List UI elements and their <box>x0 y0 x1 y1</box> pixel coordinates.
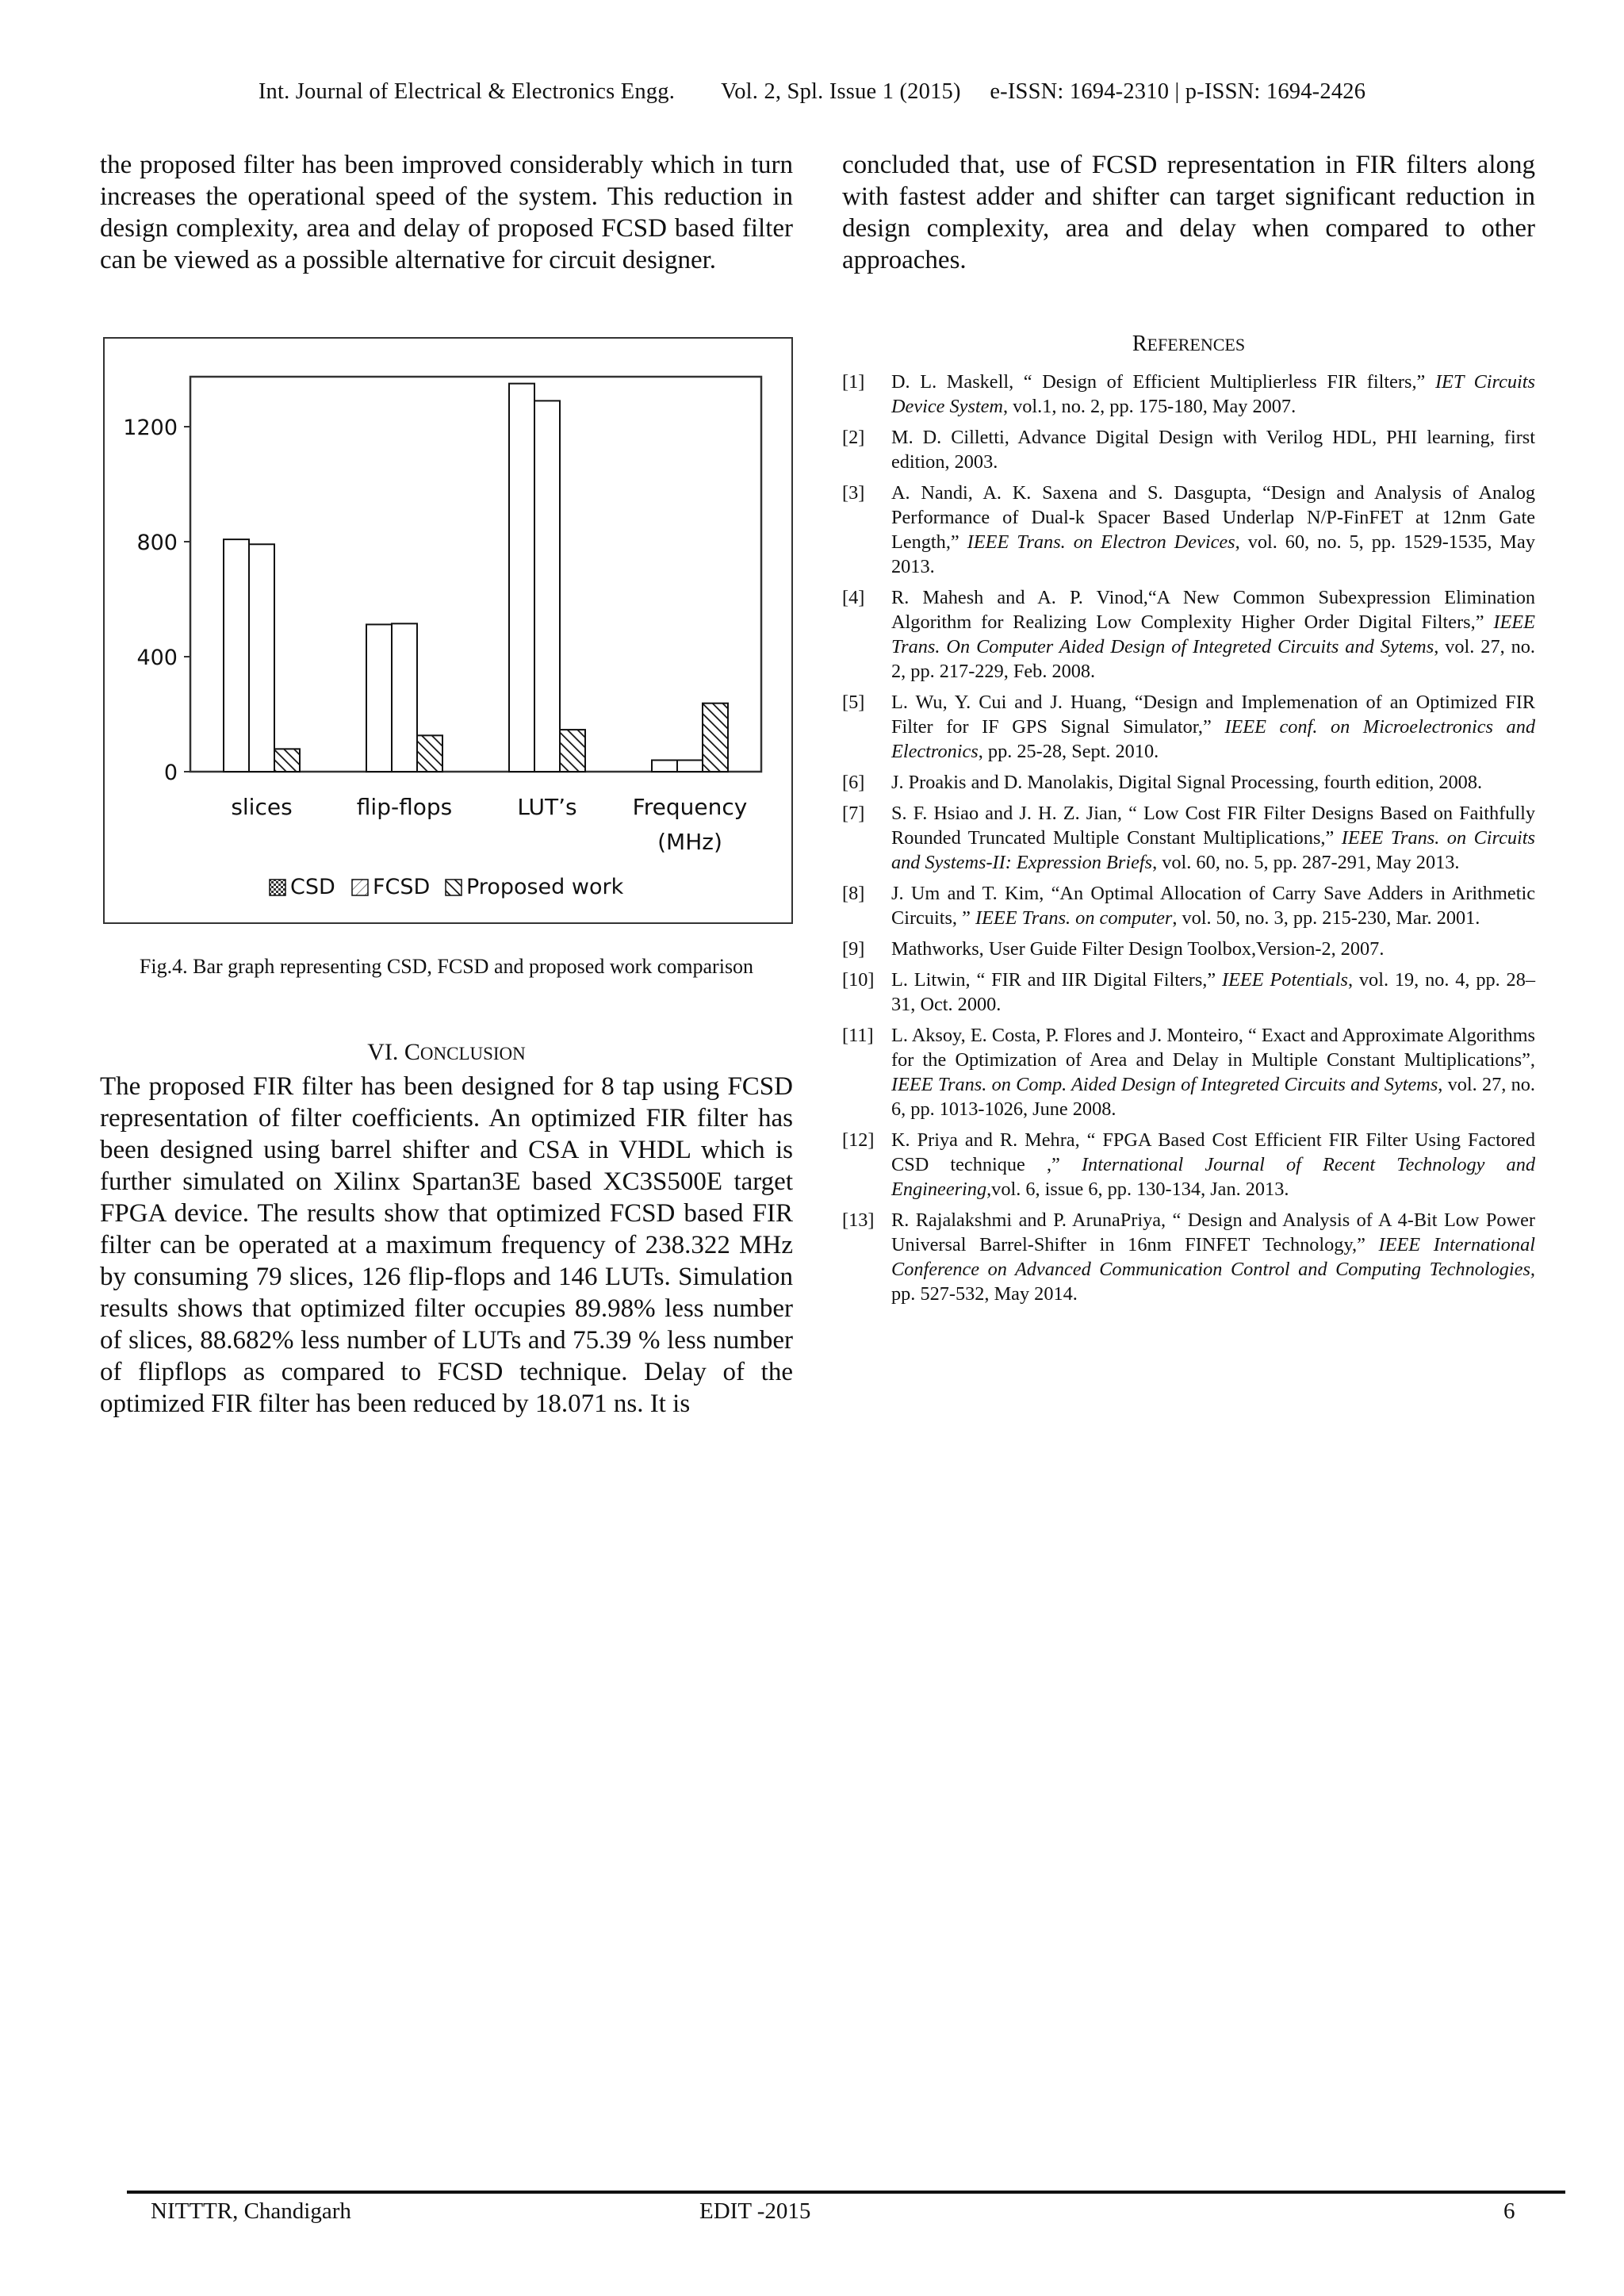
reference-details: , vol.1, no. 2, pp. 175-180, May 2007. <box>1002 396 1297 417</box>
reference-details: , vol. 27, no. 6, pp. 1013-1026, June 2008. <box>891 1074 1535 1120</box>
reference-details: , vol. 60, no. 5, pp. 287-291, May 2013. <box>1152 852 1460 873</box>
reference-item <box>842 690 1535 764</box>
y-tick-label: 400 <box>136 646 178 670</box>
reference-item <box>842 1128 1535 1202</box>
x-category-label <box>231 794 292 820</box>
legend-label: FCSD <box>373 875 431 899</box>
plot-area-frame <box>190 377 761 772</box>
reference-details: , vol. 27, no. 2, pp. 217-229, Feb. 2008. <box>891 636 1535 682</box>
left-top-paragraph: the proposed filter has been improved considerably which in turn increases the operational speed of the system. This reduction in design complexity, area and delay of proposed FCSD based filter can be viewed as a possible alternative for circuit designer. <box>100 151 793 274</box>
conclusion-body <box>100 1071 793 1420</box>
x-category-label-line: slices <box>231 794 293 820</box>
reference-text: L. Litwin, “ FIR and IIR Digital Filters,” <box>891 969 1222 991</box>
reference-details: , vol. 50, no. 3, pp. 215-230, Mar. 2001. <box>1172 907 1480 929</box>
references-title-rest: EFERENCES <box>1147 335 1246 355</box>
chart-marks <box>123 384 761 899</box>
x-category-label-line: Frequency <box>632 794 748 820</box>
reference-text: R. Rajalakshmi and P. ArunaPriya, “ Design and Analysis of A 4-Bit Low Power Universal Barrel-Shifter in 16nm FINFET Technology,” <box>891 1209 1535 1255</box>
legend-swatch-fcsd <box>352 880 368 895</box>
reference-text: D. L. Maskell, “ Design of Efficient Multiplierless FIR filters,” <box>891 371 1435 393</box>
issn-info: e-ISSN: 1694-2310 | p-ISSN: 1694-2426 <box>990 79 1366 104</box>
left-column-top <box>100 149 793 276</box>
reference-item <box>842 881 1535 930</box>
reference-source: IEEE International Conference on Advanced Communication Control and Computing Technologies, <box>891 1234 1535 1280</box>
bar-chart-figure <box>103 337 793 924</box>
references-title-initial: R <box>1132 332 1147 356</box>
reference-item <box>842 585 1535 684</box>
reference-text: Mathworks, User Guide Filter Design Toolbox,Version-2, 2007. <box>891 938 1385 960</box>
bar-csd-0 <box>224 539 249 772</box>
reference-item <box>842 770 1535 795</box>
reference-details: , vol. 19, no. 4, pp. 28–31, Oct. 2000. <box>891 969 1535 1015</box>
bar-csd-3 <box>652 761 677 772</box>
bar-csd-2 <box>509 384 534 772</box>
reference-text: K. Priya and R. Mehra, “ FPGA Based Cost Efficient FIR Filter Using Factored CSD technique ,” <box>891 1129 1535 1175</box>
bar-proposed-work-3 <box>703 703 728 772</box>
reference-number: [11] <box>842 1025 874 1046</box>
reference-number: [2] <box>842 427 865 448</box>
reference-number: [9] <box>842 938 865 960</box>
reference-details: ,vol. 6, issue 6, pp. 130-134, Jan. 2013. <box>986 1179 1289 1200</box>
reference-item <box>842 937 1535 961</box>
reference-number: [8] <box>842 883 865 904</box>
footer-event: EDIT -2015 <box>699 2198 811 2224</box>
reference-number: [4] <box>842 587 865 608</box>
reference-details: , pp. 25-28, Sept. 2010. <box>978 741 1159 762</box>
reference-item <box>842 1023 1535 1121</box>
legend-swatch-csd <box>270 880 285 895</box>
page-number: 6 <box>1503 2198 1515 2224</box>
reference-source: IEEE Trans. on Comp. Aided Design of Integreted Circuits and Sytems <box>891 1074 1438 1095</box>
reference-source: International Journal of Recent Technology and Engineering <box>891 1154 1535 1200</box>
reference-source: IEEE Potentials <box>1222 969 1348 991</box>
conclusion-number: VI. <box>367 1039 399 1065</box>
figure-caption: Fig.4. Bar graph representing CSD, FCSD and proposed work comparison <box>139 955 754 978</box>
reference-number: [7] <box>842 803 865 824</box>
bar-fcsd-3 <box>677 761 703 772</box>
bar-csd-1 <box>366 624 392 772</box>
reference-source: IEEE conf. on Microelectronics and Electronics <box>891 716 1536 762</box>
reference-number: [12] <box>842 1129 875 1151</box>
reference-number: [3] <box>842 482 865 504</box>
reference-details: pp. 527-532, May 2014. <box>891 1283 1078 1305</box>
references-list <box>842 370 1535 1313</box>
journal-name: Int. Journal of Electrical & Electronics Engg. <box>258 79 676 104</box>
reference-text: L. Aksoy, E. Costa, P. Flores and J. Monteiro, “ Exact and Approximate Algorithms for the Optimization of Area and Delay in Multiple Constant Multiplications”, <box>891 1025 1535 1071</box>
x-category-label <box>357 794 452 820</box>
reference-number: [13] <box>842 1209 875 1231</box>
bar-proposed-work-1 <box>417 735 442 772</box>
bar-fcsd-2 <box>534 401 560 772</box>
conclusion-title-initial: C <box>404 1039 420 1065</box>
reference-item <box>842 425 1535 474</box>
reference-text: S. F. Hsiao and J. H. Z. Jian, “ Low Cost FIR Filter Designs Based on Faithfully Rounded Truncated Multiple Constant Multiplications,” <box>891 803 1535 849</box>
y-tick-label: 800 <box>136 531 178 555</box>
references-heading <box>842 332 1535 357</box>
x-category-label <box>633 794 748 855</box>
legend-label: CSD <box>290 875 335 899</box>
volume-info: Vol. 2, Spl. Issue 1 (2015) <box>721 79 961 104</box>
right-top-paragraph: concluded that, use of FCSD representation in FIR filters along with fastest adder and shifter can target significant reduction in design complexity, area and delay when compared to other approaches. <box>842 151 1535 274</box>
reference-text: M. D. Cilletti, Advance Digital Design with Verilog HDL, PHI learning, first edition, 2003. <box>891 427 1535 473</box>
y-tick-label: 1200 <box>123 416 178 440</box>
conclusion-title-rest: ONCLUSION <box>419 1044 526 1064</box>
right-column-top <box>842 149 1535 276</box>
reference-text: J. Um and T. Kim, “An Optimal Allocation of Carry Save Adders in Arithmetic Circuits, ” <box>891 883 1535 929</box>
reference-text: R. Mahesh and A. P. Vinod,“A New Common Subexpression Elimination Algorithm for Realizing Low Complexity Higher Order Digital Filters,” <box>891 587 1535 633</box>
reference-source: IEEE Trans. On Computer Aided Design of Integreted Circuits and Sytems <box>891 611 1535 657</box>
reference-text: J. Proakis and D. Manolakis, Digital Signal Processing, fourth edition, 2008. <box>891 772 1483 793</box>
footer-institution: NITTTR, Chandigarh <box>151 2198 351 2224</box>
reference-number: [5] <box>842 692 865 713</box>
conclusion-paragraph: The proposed FIR filter has been designed for 8 tap using FCSD representation of filter coefficients. An optimized FIR filter has been designed using barrel shifter and CSA in VHDL which is further simulated on Xilinx Spartan3E based XC3S500E target FPGA device. The results show that optimized FCSD based FIR filter can be operated at a maximum frequency of 238.322 MHz by consuming 79 slices, 126 flip-flops and 146 LUTs. Simulation results shows that optimized filter occupies 89.98% less number of slices, 88.682% less number of LUTs and 75.39 % less number of flipflops as compared to FCSD technique. Delay of the optimized FIR filter has been reduced by 18.071 ns. It is <box>100 1072 793 1418</box>
reference-source: IEEE Trans. on Electron Devices <box>967 531 1235 553</box>
y-tick-label: 0 <box>163 761 178 785</box>
reference-source: IEEE Trans. on computer <box>975 907 1173 929</box>
bar-proposed-work-0 <box>274 749 300 772</box>
x-category-label-line: flip-flops <box>356 794 453 820</box>
legend-swatch-proposed-work <box>446 880 462 895</box>
reference-details: , vol. 60, no. 5, pp. 1529-1535, May 2013. <box>891 531 1535 577</box>
reference-number: [10] <box>842 969 875 991</box>
reference-item <box>842 370 1535 419</box>
reference-item <box>842 801 1535 875</box>
reference-number: [1] <box>842 371 865 393</box>
reference-item <box>842 481 1535 579</box>
x-category-label-line: (MHz) <box>657 829 722 855</box>
bar-fcsd-0 <box>249 544 274 772</box>
reference-item <box>842 968 1535 1017</box>
x-category-label <box>517 794 576 820</box>
reference-source: IEEE Trans. on Circuits and Systems-II: Expression Briefs <box>891 827 1535 873</box>
reference-text: L. Wu, Y. Cui and J. Huang, “Design and Implemenation of an Optimized FIR Filter for IF GPS Signal Simulator,” <box>891 692 1535 738</box>
reference-item <box>842 1208 1535 1306</box>
bar-proposed-work-2 <box>560 730 585 772</box>
reference-number: [6] <box>842 772 865 793</box>
running-header <box>0 79 1624 105</box>
bar-fcsd-1 <box>392 623 417 772</box>
conclusion-heading <box>100 1039 793 1066</box>
legend-label: Proposed work <box>466 875 624 899</box>
x-category-label-line: LUT’s <box>517 794 577 820</box>
footer-rule <box>127 2191 1565 2194</box>
reference-text: A. Nandi, A. K. Saxena and S. Dasgupta, “Design and Analysis of Analog Performance of Dual-k Spacer Based Underlap N/P-FinFET at 12nm Gate Length,” <box>891 482 1535 553</box>
bar-chart <box>105 339 791 922</box>
reference-source: IET Circuits Device System <box>891 371 1535 417</box>
